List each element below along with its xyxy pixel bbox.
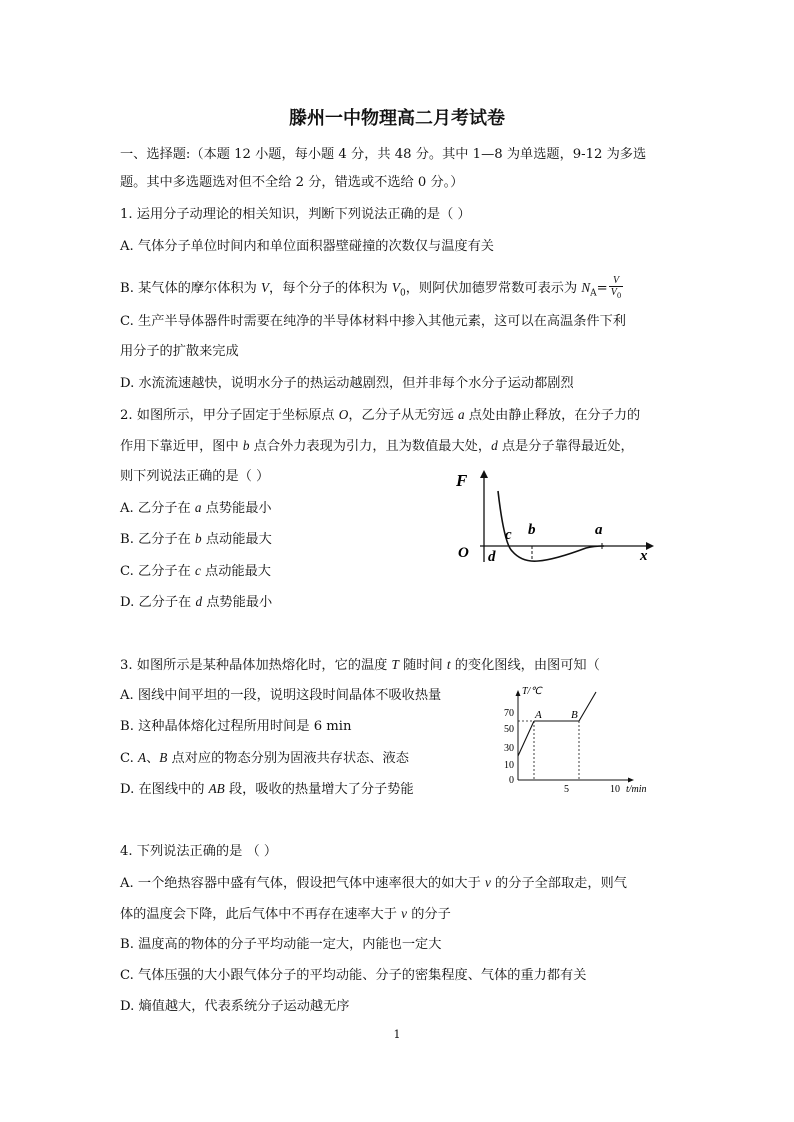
q2-option-d: D. 乙分子在 d 点势能最小	[120, 594, 273, 610]
force-curve	[498, 491, 604, 561]
q4-stem: 4. 下列说法正确的是 （ ）	[120, 844, 278, 859]
graph-label-O: O	[458, 545, 469, 561]
q3-option-a: A. 图线中间平坦的一段，说明这段时间晶体不吸收热量	[120, 688, 442, 703]
molecular-force-graph	[452, 466, 662, 566]
graph-x-label: t/min	[626, 784, 647, 795]
q1-option-c-line1: C. 生产半导体器件时需要在纯净的半导体材料中掺入其他元素，这可以在高温条件下利	[120, 314, 626, 329]
section-heading-line1: 一、选择题:（本题 12 小题，每小题 4 分，共 48 分。其中 1—8 为单选题，9-12 为多选	[120, 147, 647, 162]
graph-label-x: x	[640, 548, 648, 564]
q4-option-b: B. 温度高的物体的分子平均动能一定大，内能也一定大	[120, 937, 442, 952]
q1-option-d: D. 水流流速越快，说明水分子的热运动越剧烈，但并非每个水分子运动都剧烈	[120, 376, 574, 391]
section-heading-line2: 题。其中多选题选对但不全给 2 分，错选或不选给 0 分。）	[120, 175, 464, 190]
graph-label-c: c	[505, 527, 512, 543]
page-title: 滕州一中物理高二月考试卷	[289, 108, 505, 129]
t-axis-arrow	[628, 778, 634, 783]
q1-option-a: A. 气体分子单位时间内和单位面积器壁碰撞的次数仅与温度有关	[120, 239, 494, 254]
x-tick-5: 5	[564, 784, 569, 795]
temperature-time-graph	[500, 680, 670, 795]
q1-option-b: B. 某气体的摩尔体积为 V，每个分子的体积为 $V_0$，则阿伏加德罗常数可表示为 $N_A=$ $\frac{V}{V_0}$	[120, 275, 622, 300]
T-axis-arrow	[516, 690, 521, 696]
q1-stem: 1. 运用分子动理论的相关知识，判断下列说法正确的是（ ）	[120, 207, 471, 222]
q3-stem: 3. 如图所示是某种晶体加热熔化时，它的温度 T 随时间 t 的变化图线，由图可知（	[120, 657, 600, 673]
graph-label-a: a	[595, 522, 603, 538]
graph-label-F: F	[456, 471, 468, 490]
x-tick-10: 10	[610, 784, 620, 795]
y-tick-50: 50	[504, 724, 514, 735]
q3-option-b: B. 这种晶体熔化过程所用时间是 6 min	[120, 719, 352, 734]
q2-stem-line3: 则下列说法正确的是（ ）	[120, 469, 270, 484]
q4-option-c: C. 气体压强的大小跟气体分子的平均动能、分子的密集程度、气体的重力都有关	[120, 968, 587, 983]
q4-option-d: D. 熵值越大，代表系统分子运动越无序	[120, 999, 350, 1014]
graph-label-b: b	[528, 522, 536, 538]
point-A-label: A	[535, 709, 542, 721]
q4-option-a-line2: 体的温度会下降，此后气体中不再存在速率大于 v 的分子	[120, 906, 451, 922]
q4-option-a-line1: A. 一个绝热容器中盛有气体，假设把气体中速率很大的如大于 v 的分子全部取走，则气	[120, 875, 627, 891]
melt-line-heating-liquid	[579, 692, 596, 721]
melt-line-heating-solid	[518, 721, 534, 756]
avogadro-fraction: $\frac{V}{V_0}$	[610, 275, 622, 300]
y-axis-arrow	[480, 470, 488, 478]
q2-stem-line1: 2. 如图所示，甲分子固定于坐标原点 O，乙分子从无穷远 a 点处由静止释放，在分子力的	[120, 407, 641, 423]
page-number: 1	[393, 1028, 401, 1041]
y-tick-10: 10	[504, 760, 514, 771]
q2-stem-line2: 作用下靠近甲，图中 b 点合外力表现为引力，且为数值最大处，d 点是分子靠得最近处，	[120, 438, 634, 454]
graph-y-label: T/℃	[522, 686, 542, 697]
q2-option-c: C. 乙分子在 c 点动能最大	[120, 563, 271, 579]
q1-option-c-line2: 用分子的扩散来完成	[120, 344, 239, 359]
q2-option-b: B. 乙分子在 b 点动能最大	[120, 531, 272, 547]
q3-option-d: D. 在图线中的 AB 段，吸收的热量增大了分子势能	[120, 781, 414, 797]
y-tick-30: 30	[504, 743, 514, 754]
y-tick-0: 0	[509, 775, 514, 786]
point-B-label: B	[571, 709, 578, 721]
q3-option-c: C. A、B 点对应的物态分别为固液共存状态、液态	[120, 750, 409, 766]
graph-label-d: d	[488, 549, 496, 565]
q2-option-a: A. 乙分子在 a 点势能最小	[120, 500, 272, 516]
y-tick-70: 70	[504, 708, 514, 719]
